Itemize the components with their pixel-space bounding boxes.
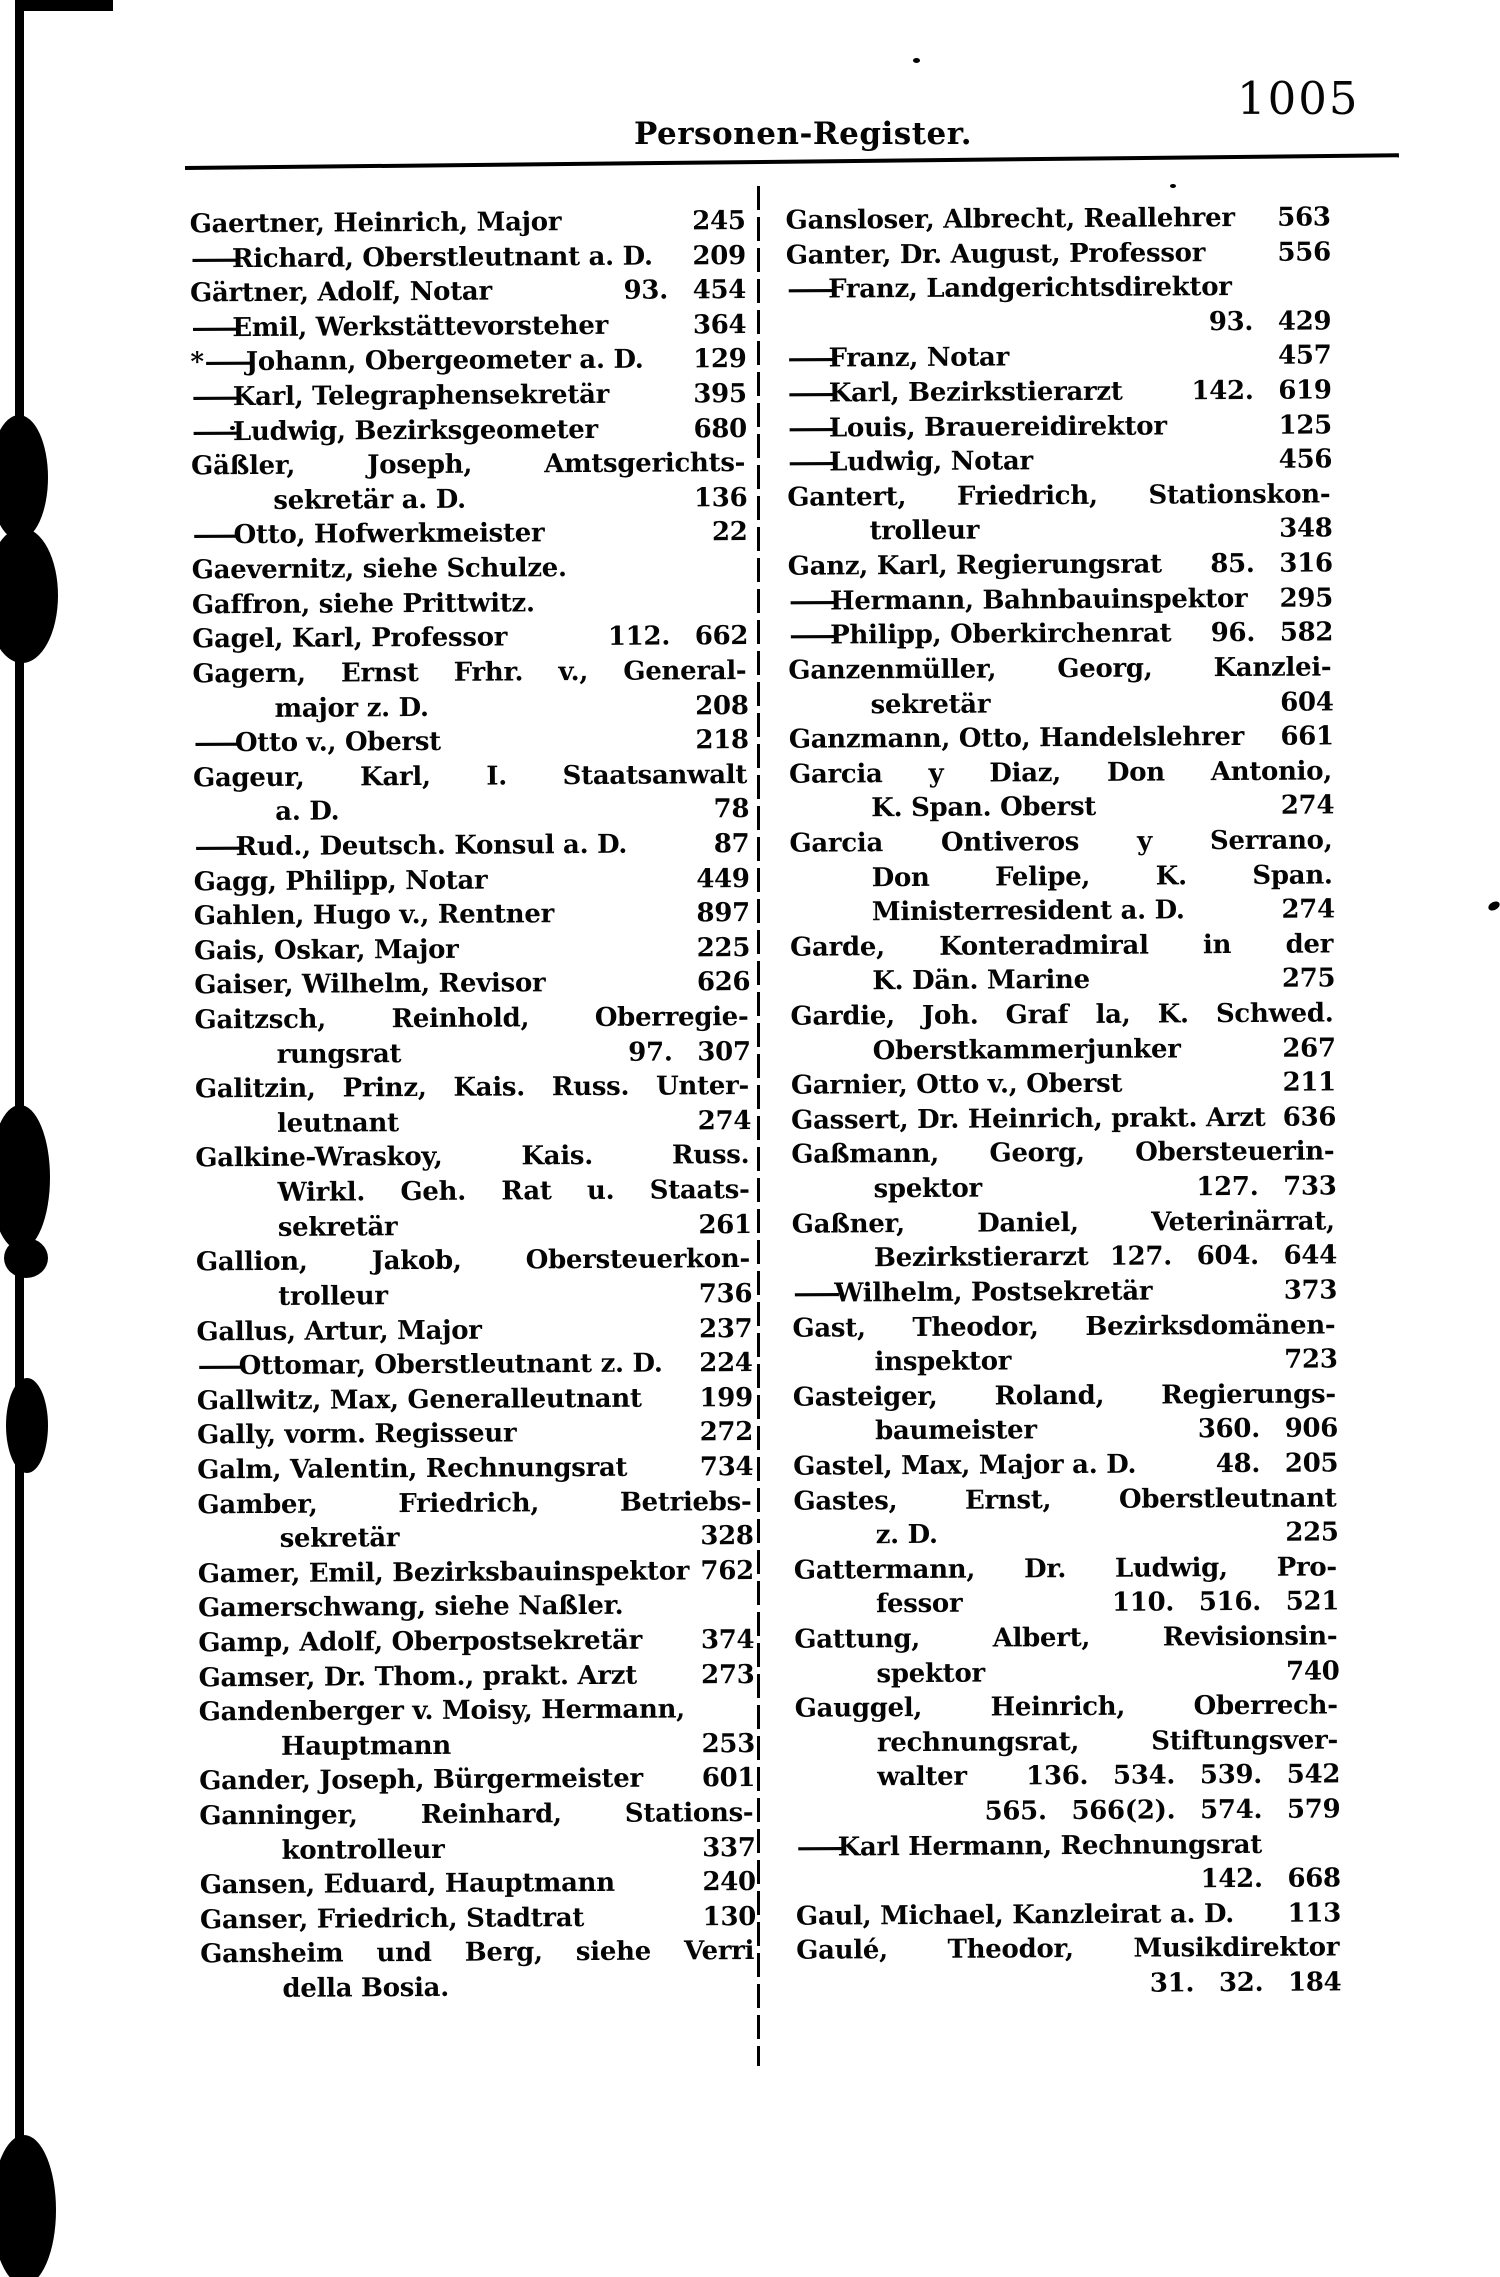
index-entry-line xyxy=(788,581,1333,619)
entry-page-numbers: 31. 32. 184 xyxy=(1149,1967,1342,1999)
index-entry-line xyxy=(195,1138,751,1176)
index-entry-line xyxy=(198,1623,754,1661)
entry-text: Gastes, Ernst, Oberstleutnant xyxy=(793,1482,1337,1517)
index-entry-line xyxy=(196,1242,752,1280)
index-entry-line xyxy=(195,1173,751,1211)
entry-text: Galkine-Wraskoy, Kais. Russ. xyxy=(195,1140,750,1174)
index-entry-line xyxy=(198,1519,754,1557)
sub-entry-dash: — xyxy=(788,620,838,652)
entry-page-numbers: 395 xyxy=(693,379,747,410)
index-entry-line xyxy=(192,550,748,588)
entry-text: Gansloser, Albrecht, Reallehrer xyxy=(785,203,1235,236)
entry-page-numbers: 274 xyxy=(697,1105,752,1137)
entry-page-numbers: 337 xyxy=(702,1832,756,1863)
index-entry-line xyxy=(786,304,1331,342)
entry-text: Galm, Valentin, Rechnungsrat xyxy=(197,1452,628,1486)
entry-page-numbers: 48. 205 xyxy=(1215,1448,1339,1480)
index-entry-line xyxy=(796,1862,1341,1900)
entry-page-numbers: 734 xyxy=(699,1451,754,1483)
entry-text: Oberstkammerjunker xyxy=(872,1033,1181,1066)
entry-text: trolleur xyxy=(278,1281,388,1312)
entry-text: leutnant xyxy=(277,1107,399,1139)
entry-page-numbers: 626 xyxy=(696,967,751,998)
index-entry-line xyxy=(795,1723,1340,1761)
entry-text: —Emil, Werkstättevorsteher xyxy=(190,308,650,345)
entry-text: Gansheim und Berg, siehe Verri xyxy=(200,1936,755,1970)
entry-page-numbers: 601 xyxy=(701,1763,756,1794)
entry-page-numbers: 136. 534. 539. 542 xyxy=(1026,1759,1341,1792)
index-entry-line xyxy=(196,1277,752,1315)
entry-text: Gaffron, siehe Prittwitz. xyxy=(191,588,535,621)
entry-text: inspektor xyxy=(874,1346,1012,1378)
index-entry-line xyxy=(787,373,1332,411)
sub-entry-dash: — xyxy=(190,382,240,413)
entry-text: Gamp, Adolf, Oberpostsekretär xyxy=(198,1625,643,1659)
index-entry-line xyxy=(191,446,747,484)
entry-page-numbers: 275 xyxy=(1281,963,1336,995)
entry-text: —Karl, Bezirkstierarzt xyxy=(787,374,1236,411)
entry-text: Bezirkstierarzt xyxy=(873,1242,1089,1274)
entry-text: Garcia y Diaz, Don Antonio, xyxy=(788,756,1333,790)
sub-entry-dash: — xyxy=(193,832,243,863)
index-entry-line xyxy=(786,270,1331,308)
entry-text: rechnungsrat, Stiftungsver- xyxy=(876,1725,1339,1759)
entry-text: —Franz, Notar xyxy=(786,339,1235,376)
entry-page-numbers: 240 xyxy=(702,1867,756,1898)
entry-text: sekretär xyxy=(870,689,991,720)
index-entry-line xyxy=(794,1619,1339,1657)
entry-page-numbers: 274 xyxy=(1280,790,1335,822)
page-header-title: Personen-Register. xyxy=(634,116,973,152)
entry-text: Gärtner, Adolf, Notar xyxy=(189,276,492,309)
entry-page-numbers: 364 xyxy=(692,309,747,341)
entry-page-numbers: 723 xyxy=(1284,1344,1338,1375)
entry-page-numbers: 112. 662 xyxy=(607,621,749,653)
index-entry-line xyxy=(191,377,747,415)
sub-entry-dash: — xyxy=(190,312,240,344)
entry-text: Gaertner, Heinrich, Major xyxy=(189,207,562,240)
entry-page-numbers: 762 xyxy=(700,1555,754,1587)
sub-entry-dash: — xyxy=(190,416,240,448)
entry-page-numbers: 127. 733 xyxy=(1196,1171,1337,1203)
entry-page-numbers: 129 xyxy=(693,344,747,375)
index-entry-line xyxy=(790,996,1335,1034)
entry-text: Ganninger, Reinhard, Stations- xyxy=(199,1798,754,1832)
entry-text: Gamser, Dr. Thom., prakt. Arzt xyxy=(198,1660,637,1693)
entry-text: Ministerresident a. D. xyxy=(871,895,1185,928)
entry-text: Gattung, Albert, Revisionsin- xyxy=(794,1621,1338,1655)
entry-text: Garnier, Otto v., Oberst xyxy=(790,1068,1123,1101)
entry-text: —Franz, Landgerichtsdirektor xyxy=(786,270,1235,307)
entry-page-numbers: 680 xyxy=(693,413,747,444)
index-entry-line xyxy=(794,1585,1339,1623)
sub-entry-dash: — xyxy=(192,728,242,759)
entry-text: a. D. xyxy=(275,796,340,828)
entry-text: Gagel, Karl, Professor xyxy=(192,622,508,655)
entry-page-numbers: 85. 316 xyxy=(1210,548,1333,580)
entry-text: z. D. xyxy=(875,1520,938,1551)
entry-page-numbers: 449 xyxy=(696,863,750,894)
entry-text: —Otto v., Oberst xyxy=(193,724,653,761)
index-entry-line xyxy=(791,1066,1336,1104)
entry-page-numbers: 142. 619 xyxy=(1191,375,1332,407)
index-entry-line xyxy=(190,204,746,242)
entry-text: Wirkl. Geh. Rat u. Staats- xyxy=(277,1175,750,1208)
entry-text: Gamber, Friedrich, Betriebs- xyxy=(197,1486,752,1520)
entry-text: Gamerschwang, siehe Naßler. xyxy=(198,1591,624,1624)
index-entry-line xyxy=(194,862,750,900)
entry-text: Gander, Joseph, Bürgermeister xyxy=(199,1764,643,1797)
index-entry-line xyxy=(786,339,1331,377)
sub-entry-dash: — xyxy=(196,1351,246,1382)
entry-text: Gaulé, Theodor, Musikdirektor xyxy=(796,1932,1340,1967)
entry-text: Gagern, Ernst Frhr. v., General- xyxy=(192,655,747,690)
entry-text: Ganzenmüller, Georg, Kanzlei- xyxy=(788,652,1332,686)
entry-text: *—Johann, Obergeometer a. D. xyxy=(190,343,650,380)
index-entry-line xyxy=(787,477,1332,515)
entry-text: —Otto, Hofwerkmeister xyxy=(191,516,651,553)
entry-page-numbers: 136 xyxy=(693,482,748,514)
entry-text: K. Span. Oberst xyxy=(871,792,1097,824)
entry-page-numbers: 127. 604. 644 xyxy=(1109,1240,1338,1273)
entry-text: Gamer, Emil, Bezirksbauinspektor xyxy=(197,1556,690,1590)
index-entry-line xyxy=(786,200,1331,238)
index-entry-line xyxy=(788,616,1333,654)
index-entry-line xyxy=(191,515,747,553)
entry-page-numbers: 563 xyxy=(1277,202,1331,233)
entry-page-numbers: 661 xyxy=(1280,721,1334,752)
index-entry-line xyxy=(190,273,746,311)
index-entry-line xyxy=(196,1208,752,1246)
entry-text: Gaiser, Wilhelm, Revisor xyxy=(194,968,546,1001)
index-entry-line xyxy=(192,619,748,657)
entry-text: Gardie, Joh. Graf la, K. Schwed. xyxy=(790,998,1334,1032)
entry-text: Gally, vorm. Regisseur xyxy=(196,1418,517,1451)
index-entry-line xyxy=(192,654,748,692)
index-entry-line xyxy=(791,1100,1336,1138)
entry-text: spektor xyxy=(876,1658,985,1689)
entry-text: —Karl, Telegraphensekretär xyxy=(191,378,651,415)
entry-page-numbers: 273 xyxy=(701,1659,755,1690)
entry-text: Gallion, Jakob, Obersteuerkon- xyxy=(195,1244,751,1278)
entry-page-numbers: 556 xyxy=(1277,237,1331,268)
index-entry-line xyxy=(787,408,1332,446)
entry-page-numbers: 142. 668 xyxy=(1200,1863,1341,1895)
index-entry-line xyxy=(193,723,749,761)
entry-text: Gattermann, Dr. Ludwig, Pro- xyxy=(793,1552,1337,1586)
entry-text: rungsrat xyxy=(276,1038,402,1070)
index-entry-line xyxy=(200,1969,756,2007)
entry-text: Hauptmann xyxy=(280,1730,452,1762)
index-entry-line xyxy=(794,1654,1339,1692)
entry-page-numbers: 218 xyxy=(695,725,749,756)
sub-entry-dash: — xyxy=(787,586,837,617)
index-entry-line xyxy=(790,962,1335,1000)
entry-page-numbers: 93. 454 xyxy=(623,275,747,306)
index-entry-line xyxy=(200,1865,756,1903)
entry-text: Ganz, Karl, Regierungsrat xyxy=(787,549,1162,582)
index-entry-line xyxy=(789,789,1334,827)
index-entry-line xyxy=(194,896,750,934)
index-entry-line xyxy=(793,1412,1338,1450)
entry-text: Gaßner, Daniel, Veterinärrat, xyxy=(791,1206,1335,1240)
entry-page-numbers: 211 xyxy=(1282,1067,1336,1098)
entry-page-numbers: 78 xyxy=(713,794,750,825)
index-entry-line xyxy=(790,893,1335,931)
entry-page-numbers: 274 xyxy=(1281,894,1335,925)
index-entry-line xyxy=(793,1481,1338,1519)
sub-entry-dash: — xyxy=(786,343,836,375)
entry-text: sekretär xyxy=(277,1211,398,1243)
entry-page-numbers: 125 xyxy=(1278,410,1332,441)
entry-text: Garcia Ontiveros y Serrano, xyxy=(789,825,1333,859)
index-entry-line xyxy=(792,1204,1337,1242)
entry-text: —Ludwig, Notar xyxy=(787,443,1236,480)
index-entry-line xyxy=(795,1758,1340,1796)
index-entry-line xyxy=(195,1069,751,1107)
entry-text: Don Felipe, K. Span. xyxy=(871,860,1333,893)
index-entry-line xyxy=(788,685,1333,723)
entry-text: baumeister xyxy=(874,1415,1037,1447)
entry-page-numbers: 224 xyxy=(699,1348,753,1379)
index-entry-line xyxy=(793,1446,1338,1484)
index-entry-line xyxy=(197,1450,753,1488)
index-entry-line xyxy=(193,827,749,865)
index-entry-line xyxy=(195,1035,751,1073)
entry-text: Gaitzsch, Reinhold, Oberregie- xyxy=(194,1002,749,1036)
entry-text: Gantert, Friedrich, Stationskon- xyxy=(787,479,1331,513)
index-entry-line xyxy=(791,1169,1336,1207)
index-entry-line xyxy=(791,1135,1336,1173)
entry-page-numbers: 130 xyxy=(702,1901,757,1933)
index-entry-line xyxy=(795,1689,1340,1727)
index-entry-line xyxy=(787,443,1332,481)
sub-entry-dash: — xyxy=(786,413,836,444)
index-entry-line xyxy=(789,823,1334,861)
entry-text: Gallwitz, Max, Generalleutnant xyxy=(196,1383,642,1417)
page-number: 1005 xyxy=(1237,72,1360,125)
entry-text: —Karl Hermann, Rechnungsrat xyxy=(795,1828,1244,1865)
index-entry-line xyxy=(792,1239,1337,1277)
entry-page-numbers: 272 xyxy=(699,1417,754,1448)
index-entry-line xyxy=(197,1381,753,1419)
index-entry-line xyxy=(787,512,1332,550)
entry-text: sekretär a. D. xyxy=(273,484,466,516)
entry-text: Gaul, Michael, Kanzleirat a. D. xyxy=(795,1898,1235,1932)
entry-page-numbers: 253 xyxy=(701,1728,756,1760)
entry-text: Gahlen, Hugo v., Rentner xyxy=(193,899,555,932)
index-entry-line xyxy=(792,1273,1337,1311)
entry-text: —Louis, Brauereidirektor xyxy=(787,409,1236,446)
entry-page-numbers: 456 xyxy=(1278,444,1333,476)
entry-text: Gäßler, Joseph, Amtsgerichts- xyxy=(191,448,746,482)
entry-page-numbers: 237 xyxy=(698,1313,753,1344)
entry-text: —Ludwig, Bezirksgeometer xyxy=(191,412,651,449)
entry-text: walter xyxy=(877,1762,967,1793)
entry-page-numbers: 636 xyxy=(1282,1102,1337,1133)
index-entry-line xyxy=(200,1934,756,1972)
entry-page-numbers: 261 xyxy=(698,1209,752,1240)
sub-entry-dash: — xyxy=(795,1832,845,1863)
entry-page-numbers: 96. 582 xyxy=(1210,617,1334,649)
entry-page-numbers: 22 xyxy=(711,517,748,548)
entry-text: —Philipp, Oberkirchenrat xyxy=(788,616,1237,653)
entry-page-numbers: 457 xyxy=(1277,340,1332,372)
entry-text: Gasteiger, Roland, Regierungs- xyxy=(792,1379,1336,1413)
index-entry-line xyxy=(795,1827,1340,1865)
index-entry-line xyxy=(193,758,749,796)
entry-page-numbers: 740 xyxy=(1286,1656,1340,1687)
right-column xyxy=(786,200,1342,2003)
entry-text: Ganter, Dr. August, Professor xyxy=(785,237,1206,271)
entry-text: —Richard, Oberstleutnant a. D. xyxy=(190,239,650,276)
entry-text: —Hermann, Bahnbauinspektor xyxy=(788,582,1237,619)
index-entry-line xyxy=(791,1031,1336,1069)
index-entry-line xyxy=(197,1485,753,1523)
sub-entry-dash: — xyxy=(203,347,253,378)
entry-text: —Rud., Deutsch. Konsul a. D. xyxy=(193,828,653,865)
index-entry-line xyxy=(190,342,746,380)
entry-page-numbers: 374 xyxy=(700,1624,755,1656)
index-entry-line xyxy=(788,547,1333,585)
entry-page-numbers: 87 xyxy=(713,828,750,860)
entry-page-numbers: 348 xyxy=(1279,513,1333,545)
entry-text: Gageur, Karl, I. Staatsanwalt xyxy=(192,759,748,794)
index-entry-line xyxy=(198,1658,754,1696)
entry-text: —Ottomar, Oberstleutnant z. D. xyxy=(197,1347,657,1384)
sub-entry-dash: — xyxy=(191,520,241,551)
index-entry-line xyxy=(794,1516,1339,1554)
index-entry-line xyxy=(793,1377,1338,1415)
sub-entry-dash: — xyxy=(792,1278,842,1309)
index-entry-line xyxy=(192,585,748,623)
index-entry-line xyxy=(790,858,1335,896)
index-entry-line xyxy=(792,1308,1337,1346)
index-entry-line xyxy=(793,1343,1338,1381)
entry-text: Ganzmann, Otto, Handelslehrer xyxy=(788,722,1245,755)
sub-entry-dash: — xyxy=(786,378,836,409)
index-entry-line xyxy=(195,1104,751,1142)
entry-page-numbers: 113 xyxy=(1287,1898,1342,1929)
index-entry-line xyxy=(190,239,746,277)
entry-page-numbers: 110. 516. 521 xyxy=(1111,1586,1340,1619)
entry-text: trolleur xyxy=(869,516,980,547)
index-entry-line xyxy=(796,1931,1341,1969)
index-entry-line xyxy=(194,1000,750,1038)
index-entry-line xyxy=(191,412,747,450)
entry-text: Gaevernitz, siehe Schulze. xyxy=(191,553,567,586)
sub-entry-dash: — xyxy=(189,243,239,275)
index-entry-line xyxy=(192,689,748,727)
index-entry-line xyxy=(194,965,750,1003)
index-entry-line xyxy=(789,720,1334,758)
index-entry-line xyxy=(786,235,1331,273)
index-entry-line xyxy=(193,792,749,830)
index-entry-line xyxy=(794,1550,1339,1588)
index-entry-line xyxy=(198,1588,754,1626)
entry-text: K. Dän. Marine xyxy=(872,965,1090,997)
index-entry-line xyxy=(795,1792,1340,1830)
entry-page-numbers: 208 xyxy=(695,690,749,721)
entry-text: Gassert, Dr. Heinrich, prakt. Arzt xyxy=(791,1102,1266,1136)
index-entry-line xyxy=(796,1896,1341,1934)
entry-page-numbers: 209 xyxy=(692,240,746,271)
entry-page-numbers: 604 xyxy=(1280,686,1334,718)
index-entry-line xyxy=(788,650,1333,688)
sub-entry-dash: — xyxy=(785,274,835,305)
index-entry-line xyxy=(197,1415,753,1453)
entry-text: Gast, Theodor, Bezirksdomänen- xyxy=(792,1309,1336,1344)
entry-text: Gauggel, Heinrich, Oberrech- xyxy=(794,1690,1338,1724)
entry-page-numbers: 245 xyxy=(692,206,746,237)
index-entry-line xyxy=(199,1727,755,1765)
entry-page-numbers: 225 xyxy=(1285,1517,1339,1548)
entry-page-numbers: 295 xyxy=(1279,583,1334,614)
entry-text: Garde, Konteradmiral in der xyxy=(789,929,1334,963)
entry-page-numbers: 736 xyxy=(698,1278,753,1310)
entry-text: Gandenberger v. Moisy, Hermann, xyxy=(198,1694,685,1728)
entry-text: Ganser, Friedrich, Stadtrat xyxy=(199,1902,585,1936)
entry-text: Galitzin, Prinz, Kais. Russ. Unter- xyxy=(194,1071,750,1105)
index-entry-line xyxy=(200,1900,756,1938)
entry-page-numbers: 97. 307 xyxy=(628,1036,751,1068)
entry-text: Gansen, Eduard, Hauptmann xyxy=(199,1868,615,1901)
entry-text: major z. D. xyxy=(274,692,429,724)
index-entry-line xyxy=(790,927,1335,965)
entry-text: spektor xyxy=(873,1173,982,1205)
left-column xyxy=(190,204,757,2007)
index-entry-line xyxy=(196,1311,752,1349)
index-entry-line xyxy=(199,1761,755,1799)
entry-text: Gallus, Artur, Major xyxy=(196,1315,482,1347)
entry-text: Gaßmann, Georg, Obersteuerin- xyxy=(791,1136,1335,1171)
entry-text: Gagg, Philipp, Notar xyxy=(193,865,488,897)
entry-page-numbers: 93. 429 xyxy=(1208,306,1332,338)
entry-page-numbers: 267 xyxy=(1282,1033,1336,1064)
entry-page-numbers: 199 xyxy=(699,1382,753,1414)
entry-text: Gais, Oskar, Major xyxy=(193,934,459,967)
index-entry-line xyxy=(197,1346,753,1384)
entry-page-numbers: 360. 906 xyxy=(1197,1413,1339,1445)
sub-entry-dash: — xyxy=(787,447,837,479)
entry-text: della Bosia. xyxy=(282,1972,450,2004)
entry-text: Gastel, Max, Major a. D. xyxy=(793,1449,1137,1482)
index-entry-line xyxy=(789,754,1334,792)
entry-page-numbers: 225 xyxy=(696,932,751,964)
entry-page-numbers: 328 xyxy=(700,1521,754,1552)
index-entry-line xyxy=(190,308,746,346)
entry-text: kontrolleur xyxy=(281,1834,445,1866)
index-entry-line xyxy=(199,1692,755,1730)
index-entry-line xyxy=(198,1554,754,1592)
index-entry-line xyxy=(199,1831,755,1869)
entry-page-numbers: 897 xyxy=(696,898,750,929)
index-entry-line xyxy=(194,931,750,969)
index-entry-line xyxy=(199,1796,755,1834)
index-entry-line xyxy=(796,1965,1341,2003)
entry-text: sekretär xyxy=(279,1523,400,1555)
entry-page-numbers: 565. 566(2). 574. 579 xyxy=(984,1794,1341,1827)
entry-text: fessor xyxy=(875,1589,963,1620)
entry-page-numbers: 373 xyxy=(1283,1275,1338,1306)
entry-text: —Wilhelm, Postsekretär xyxy=(792,1274,1241,1311)
index-entry-line xyxy=(191,481,747,519)
